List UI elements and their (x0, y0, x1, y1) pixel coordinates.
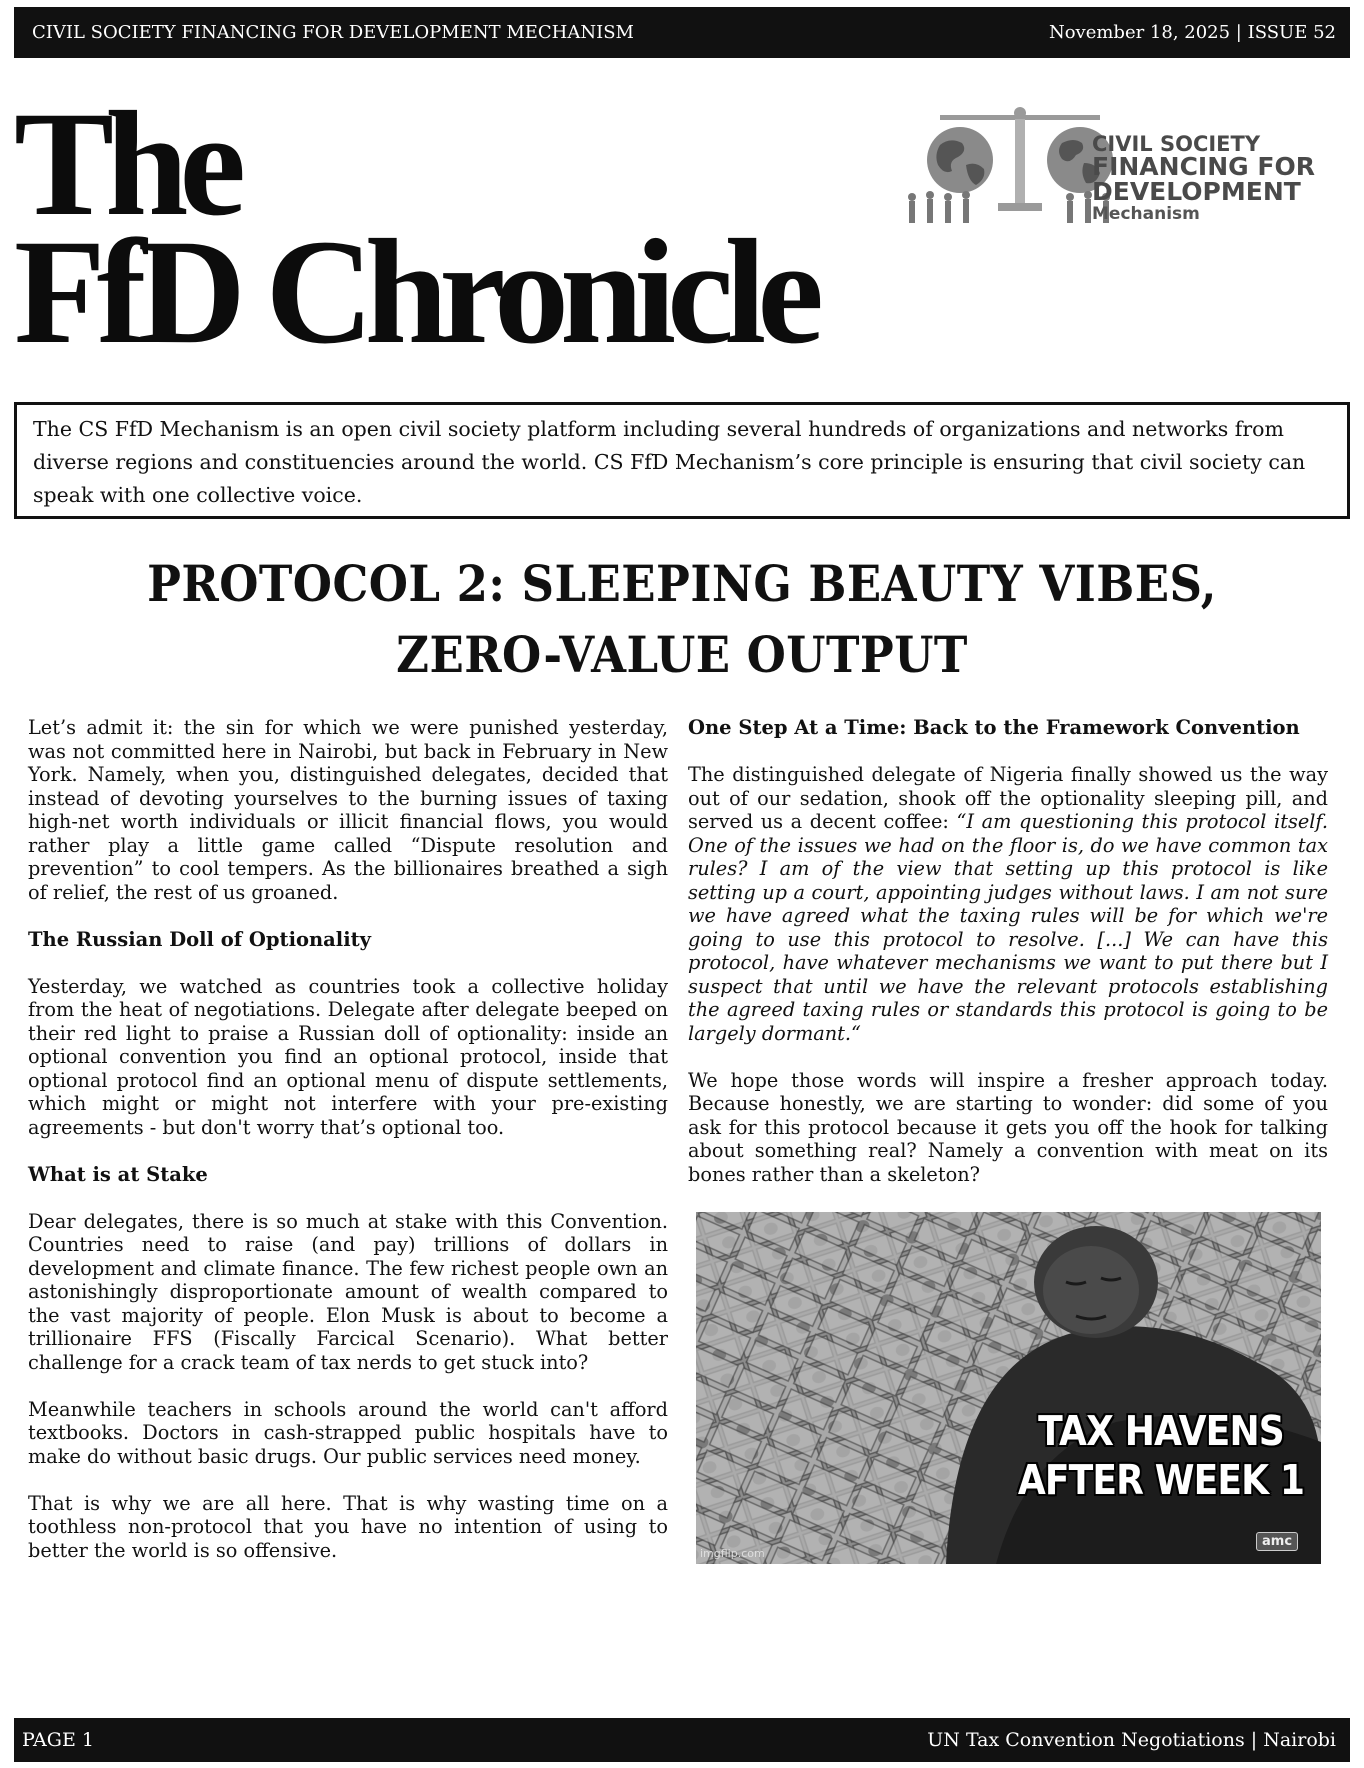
page-number: PAGE 1 (22, 1729, 94, 1751)
event-name: UN Tax Convention Negotiations | Nairobi (927, 1729, 1336, 1751)
date-issue: November 18, 2025 | ISSUE 52 (1048, 22, 1336, 43)
paragraph: Dear delegates, there is so much at stake with this Convention. Countries need to raise (and pay) trillions of dollars in development and climate finance. The few richest people own an astonishingly disproportionate amount of wealth compared to the vast majority of people. Elon Musk is about to become a trillionaire FFS (Fiscally Farcical Scenario). What better challenge for a crack team of tax nerds to get stuck into? (28, 1209, 668, 1374)
article-headline (81, 548, 1283, 690)
left-column (28, 716, 668, 1586)
top-banner (14, 7, 1350, 58)
meme-watermark: imgflip.com (700, 1547, 765, 1560)
logo-line-3: DEVELOPMENT (1092, 177, 1301, 206)
logo-line-4: Mechanism (1092, 204, 1200, 224)
paragraph: We hope those words will inspire a fresher approach today. Because honestly, we are starting to wonder: did some of you ask for this protocol because it gets you off the hook for talking about something real? Namely a convention with meat on its bones rather than a skeleton? (688, 1068, 1328, 1186)
paragraph: Meanwhile teachers in schools around the world can't afford textbooks. Doctors in cash-strapped public hospitals have to make do without basic drugs. Our public services need money. (28, 1397, 668, 1468)
nigeria-quote: “I am questioning this protocol itself. One of the issues we had on the floor is, do we have common tax rules? I am of the view that setting up this protocol is like setting up a court, appointing judges without laws. I am not sure we have agreed what the taxing rules will be for which we're going to use this protocol to resolve. [...] We can have this protocol, have whatever mechanisms we want to put there but I suspect that until we have the relevant protocols establishing the agreed taxing rules or standards this protocol is going to be largely dormant.“ (688, 810, 1328, 1045)
logo-line-2: FINANCING FOR (1092, 152, 1315, 181)
paragraph: That is why we are all here. That is why wasting time on a toothless non-protocol that you have no intention of using to better the world is so offensive. (28, 1491, 668, 1562)
meme-caption-line-2: AFTER WEEK 1 (1017, 1456, 1305, 1504)
network-badge: amc (1256, 1532, 1298, 1551)
footer-banner (14, 1718, 1350, 1762)
masthead-line-1: The (14, 81, 238, 247)
money-pile-illustration (696, 1212, 1321, 1564)
logo-line-1: CIVIL SOCIETY (1092, 132, 1261, 156)
headline-line-2: ZERO-VALUE OUTPUT (396, 625, 968, 684)
logo-wordmark (1092, 134, 1315, 224)
paragraph (688, 763, 1328, 1045)
right-column (688, 716, 1328, 1210)
meme-image (696, 1212, 1321, 1564)
section-heading: The Russian Doll of Optionality (28, 927, 371, 951)
masthead-title (14, 81, 815, 375)
paragraph: Yesterday, we watched as countries took a collective holiday from the heat of negotiations. Delegate after delegate beeped on their red light to praise a Russian doll of optionality: inside an optional convention you find an optional protocol, inside that optional protocol find an optional menu of dispute settlements, which might or might not interfere with your pre-existing agreements - but don't worry that’s optional too. (28, 974, 668, 1139)
section-heading: What is at Stake (28, 1162, 208, 1186)
org-name: CIVIL SOCIETY FINANCING FOR DEVELOPMENT MECHANISM (32, 22, 634, 43)
intro-box: The CS FfD Mechanism is an open civil society platform including several hundreds of organizations and networks from diverse regions and constituencies around the world. CS FfD Mechanism’s core principle is ensuring that civil society can speak with one collective voice. (14, 402, 1350, 519)
section-heading: One Step At a Time: Back to the Framework Convention (688, 716, 1300, 739)
paragraph-lead: The distinguished delegate of Nigeria finally showed us the way out of our sedation, shook off the optionality sleeping pill, and served us a decent coffee: (688, 763, 1328, 833)
paragraph: Let’s admit it: the sin for which we were punished yesterday, was not committed here in Nairobi, but back in February in New York. Namely, when you, distinguished delegates, decided that instead of devoting yourselves to the burning issues of taxing high-net worth individuals or illicit financial flows, you would rather play a little game called “Dispute resolution and prevention” to cool tempers. As the billionaires breathed a sigh of relief, the rest of us groaned. (28, 716, 668, 904)
meme-caption (1016, 1407, 1306, 1505)
meme-caption-line-1: TAX HAVENS (1038, 1407, 1284, 1455)
masthead-line-2: FfD Chronicle (14, 209, 815, 375)
headline-line-1: PROTOCOL 2: SLEEPING BEAUTY VIBES, (147, 554, 1217, 613)
